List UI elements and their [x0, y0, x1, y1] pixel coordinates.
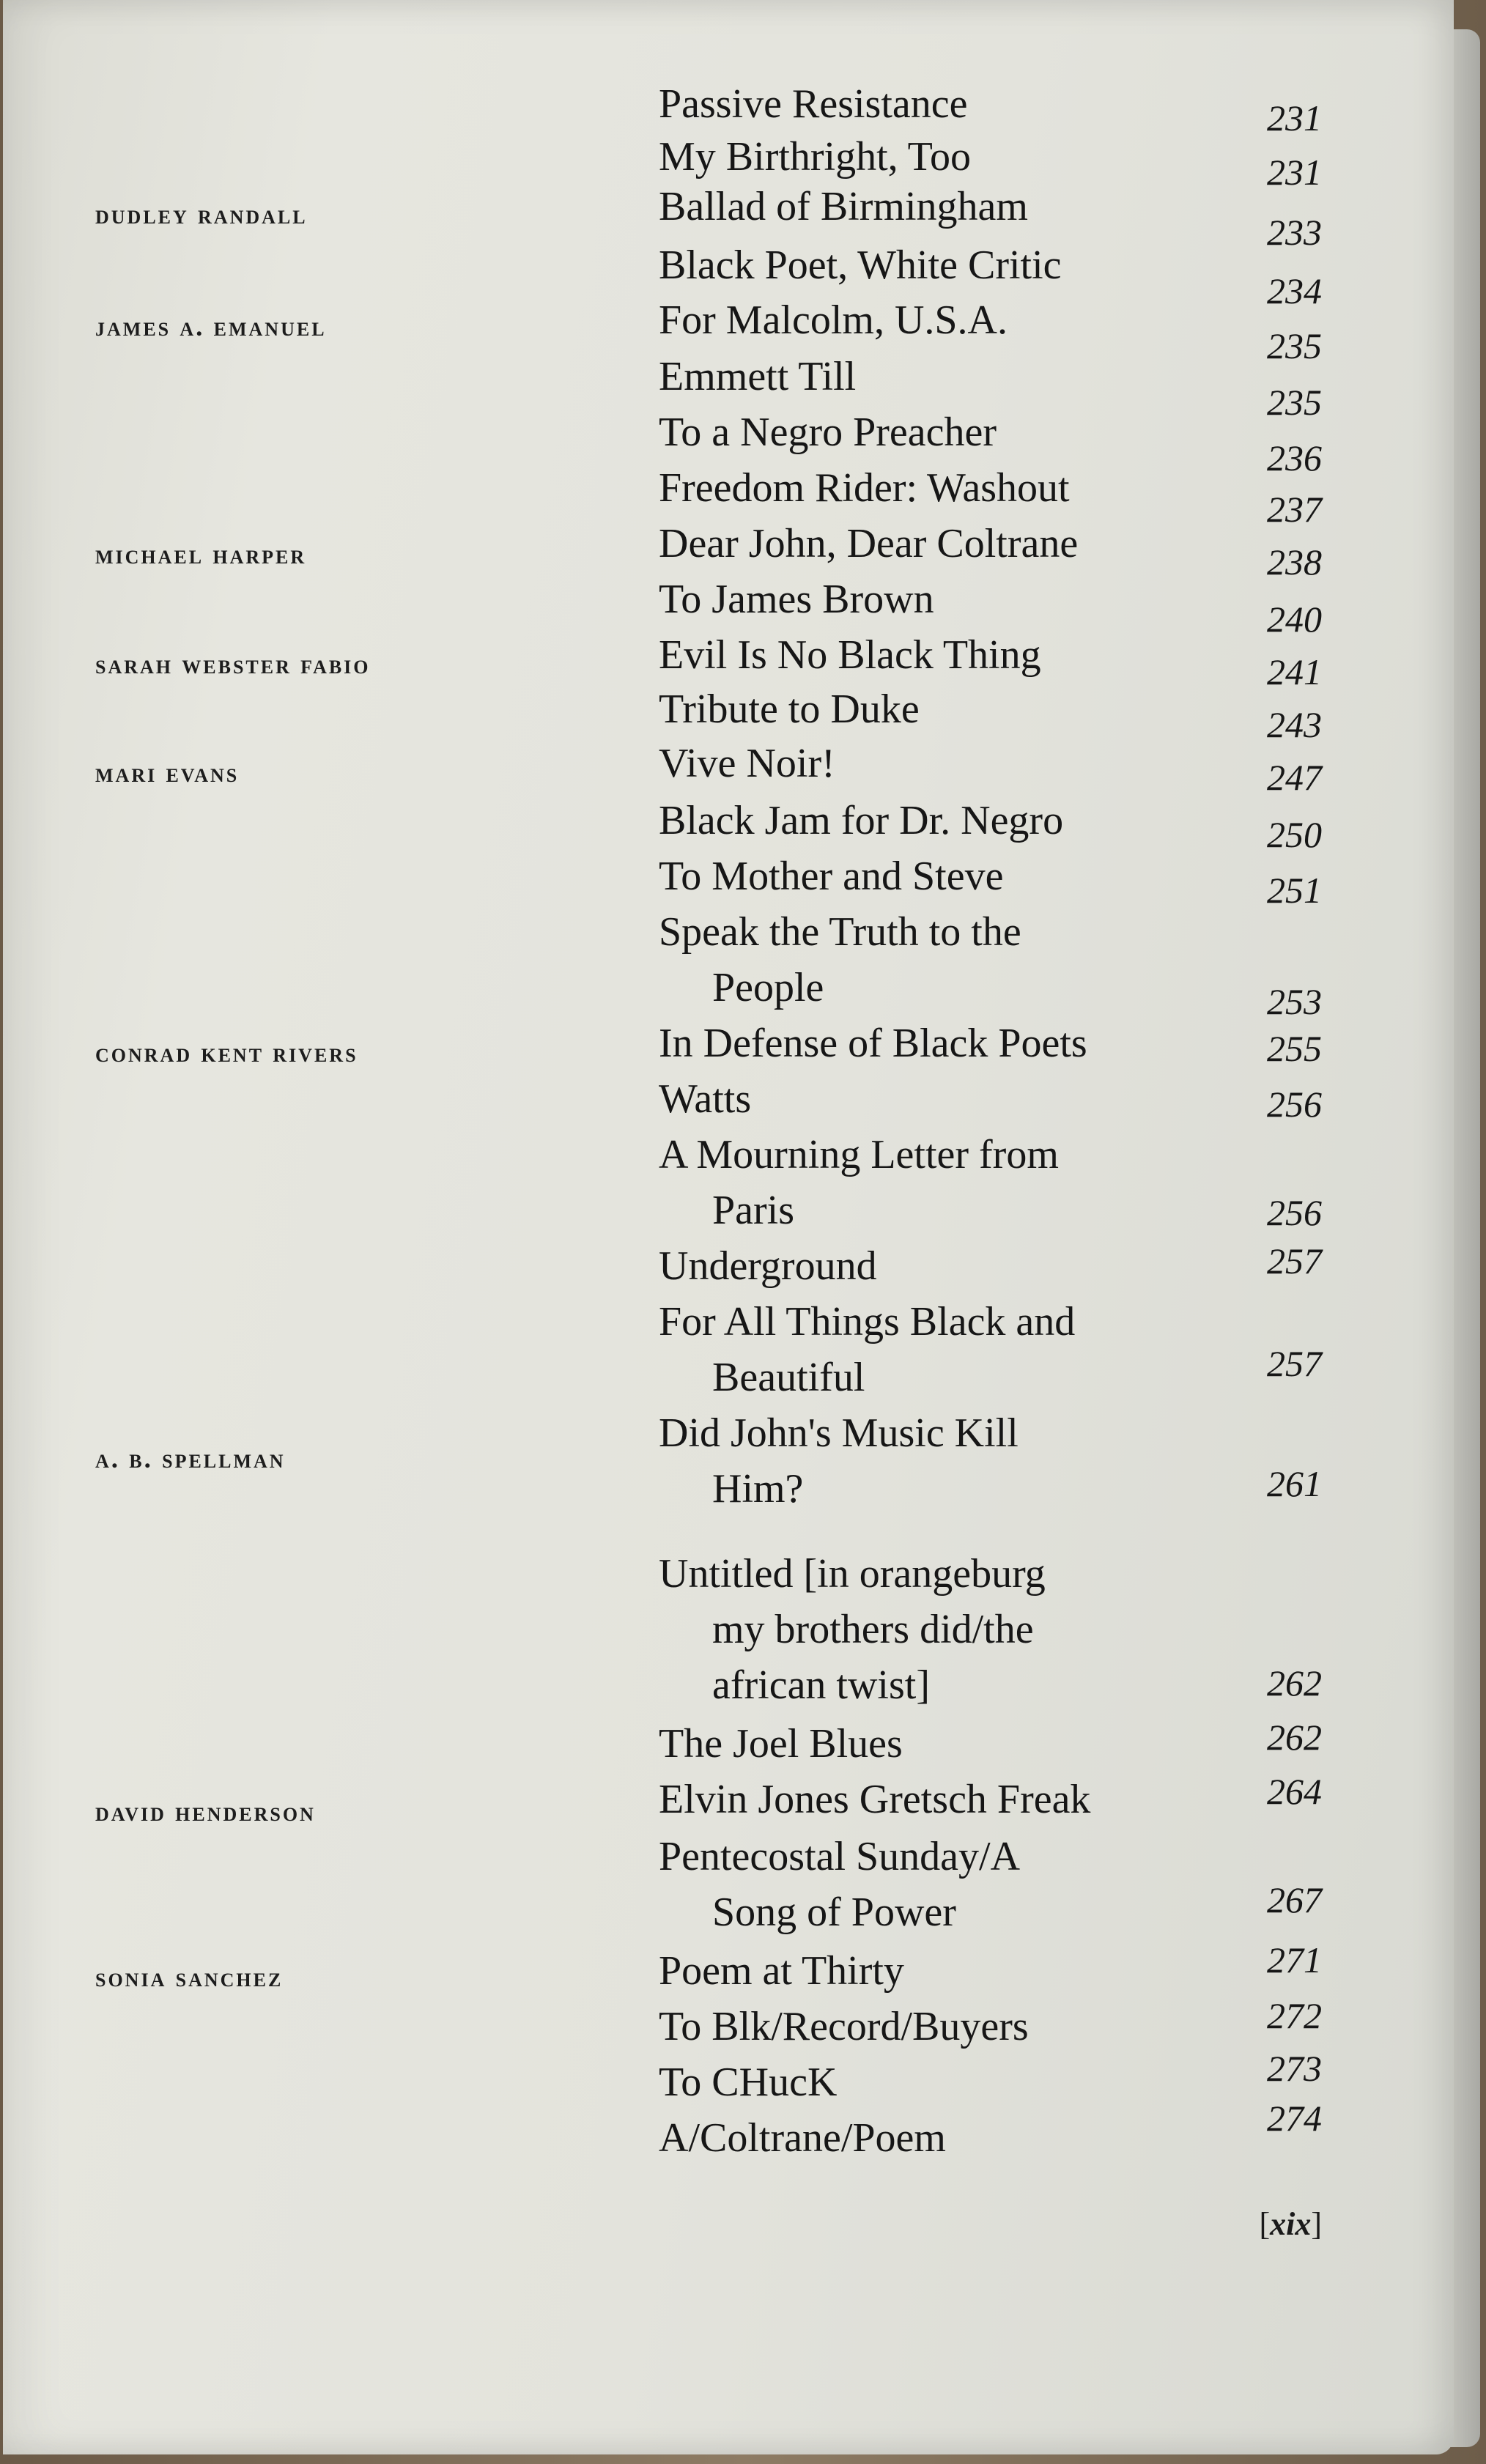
toc-title: The Joel Blues [659, 1721, 903, 1766]
toc-entry [3, 964, 1454, 1023]
toc-entry [3, 1020, 1454, 1079]
toc-page-number: 256 [1267, 1084, 1322, 1125]
toc-title: Pentecostal Sunday/A [659, 1834, 1021, 1879]
toc-title: Poem at Thirty [659, 1948, 904, 1994]
toc-entry [3, 1187, 1454, 1246]
toc-title: For Malcolm, U.S.A. [659, 297, 1008, 343]
toc-page-number: 262 [1267, 1717, 1322, 1758]
toc-author: sarah webster fabio [95, 650, 371, 680]
toc-title: A/Coltrane/Poem [659, 2115, 946, 2161]
toc-author: conrad kent rivers [95, 1038, 358, 1068]
toc-entry [3, 409, 1454, 478]
toc-title: Paris [712, 1188, 794, 1233]
folio-numeral: xix [1270, 2206, 1312, 2242]
toc-page-number: 253 [1267, 981, 1322, 1022]
toc-page-number: 238 [1267, 541, 1322, 582]
toc-entry [3, 1771, 1454, 1835]
toc-entry [3, 2098, 1454, 2173]
toc-page-number: 257 [1267, 1240, 1322, 1281]
toc-title: Vive Noir! [659, 741, 835, 786]
toc-page-number: 231 [1267, 152, 1322, 193]
toc-title: Dear John, Dear Coltrane [659, 521, 1079, 566]
toc-title: To a Negro Preacher [659, 410, 997, 455]
toc-page-number: 257 [1267, 1343, 1322, 1384]
toc-entry [3, 465, 1454, 530]
toc-entry [3, 797, 1454, 856]
toc-page-number: 271 [1267, 1939, 1322, 1980]
toc-title: Underground [659, 1243, 877, 1289]
toc-page-number: 241 [1267, 651, 1322, 692]
toc-title: To Mother and Steve [659, 854, 1004, 899]
toc-entry [3, 1879, 1454, 1947]
folio-close-bracket: ] [1311, 2206, 1322, 2242]
toc-entry [3, 1833, 1454, 1892]
toc-title: Did John's Music Kill [659, 1410, 1019, 1456]
toc-entry [3, 1410, 1454, 1474]
toc-title: Passive Resistance [659, 81, 968, 127]
toc-page-number: 274 [1267, 2098, 1322, 2139]
toc-title: For All Things Black and [659, 1299, 1076, 1344]
toc-title: Him? [712, 1466, 804, 1512]
toc-author: james a. emanuel [95, 312, 327, 342]
toc-title: Tribute to Duke [659, 687, 920, 732]
toc-title: Watts [659, 1076, 752, 1122]
toc-page-number: 234 [1267, 270, 1322, 311]
toc-entry [3, 1550, 1454, 1609]
toc-title: To CHucK [659, 2060, 838, 2105]
toc-title: Emmett Till [659, 354, 857, 399]
toc-entry [3, 1662, 1454, 1720]
toc-page-number: 233 [1267, 212, 1322, 253]
toc-author: michael harper [95, 540, 307, 570]
toc-page-number: 267 [1267, 1879, 1322, 1920]
toc-entry [3, 1995, 1454, 2062]
toc-title: Freedom Rider: Washout [659, 465, 1070, 511]
toc-page-number: 256 [1267, 1192, 1322, 1233]
page-folio [1212, 2205, 1322, 2243]
toc-author: a. b. spellman [95, 1444, 286, 1474]
toc-page-number: 236 [1267, 437, 1322, 478]
toc-title: Elvin Jones Gretsch Freak [659, 1777, 1091, 1822]
toc-title: Ballad of Birmingham [659, 184, 1028, 229]
toc-title: Untitled [in orangeburg [659, 1551, 1046, 1597]
toc-entry [3, 1298, 1454, 1357]
toc-title: My Birthright, Too [659, 134, 971, 180]
toc-entry [3, 632, 1454, 690]
toc-author: david henderson [95, 1797, 316, 1827]
toc-page-number: 250 [1267, 814, 1322, 855]
toc-entry [3, 740, 1454, 799]
toc-entry [3, 1939, 1454, 2006]
toc-entry [3, 576, 1454, 640]
toc-page-number: 273 [1267, 2048, 1322, 2089]
toc-entry [3, 853, 1454, 911]
toc-entry [3, 686, 1454, 744]
toc-entry [3, 1343, 1454, 1413]
toc-title: Black Jam for Dr. Negro [659, 798, 1064, 843]
toc-title: People [712, 965, 824, 1010]
toc-title: Beautiful [712, 1355, 865, 1400]
toc-page-number: 261 [1267, 1463, 1322, 1504]
toc-title: In Defense of Black Poets [659, 1021, 1087, 1066]
toc-author: mari evans [95, 758, 240, 788]
toc-entry [3, 1717, 1454, 1779]
toc-entry [3, 1076, 1454, 1134]
toc-entry [3, 81, 1454, 139]
toc-entry [3, 353, 1454, 423]
book-page [3, 0, 1454, 2454]
toc-entry [3, 1240, 1454, 1301]
toc-entry [3, 183, 1454, 253]
toc-title: Black Poet, White Critic [659, 243, 1062, 288]
toc-entry [3, 909, 1454, 967]
toc-title: To James Brown [659, 577, 934, 622]
toc-page-number: 240 [1267, 599, 1322, 640]
toc-title: african twist] [712, 1662, 930, 1708]
toc-title: my brothers did/the [712, 1607, 1034, 1652]
toc-page-number: 264 [1267, 1771, 1322, 1812]
toc-page-number: 247 [1267, 757, 1322, 798]
toc-entry [3, 2048, 1454, 2117]
toc-author: dudley randall [95, 200, 308, 230]
toc-title: A Mourning Letter from [659, 1132, 1059, 1177]
toc-title: Evil Is No Black Thing [659, 632, 1041, 678]
toc-page-number: 235 [1267, 382, 1322, 423]
toc-page-number: 237 [1267, 489, 1322, 530]
toc-title: To Blk/Record/Buyers [659, 2004, 1029, 2049]
toc-title: Speak the Truth to the [659, 909, 1021, 955]
toc-author: sonia sanchez [95, 1963, 284, 1993]
toc-page-number: 255 [1267, 1028, 1322, 1069]
folio-open-bracket: [ [1259, 2206, 1271, 2242]
toc-entry [3, 1465, 1454, 1524]
toc-entry [3, 1131, 1454, 1190]
toc-page-number: 251 [1267, 870, 1322, 911]
toc-page-number: 272 [1267, 1995, 1322, 2036]
toc-page-number: 243 [1267, 704, 1322, 745]
toc-entry [3, 297, 1454, 366]
toc-page-number: 235 [1267, 325, 1322, 366]
toc-title: Song of Power [712, 1890, 956, 1935]
toc-entry [3, 520, 1454, 582]
toc-entry [3, 242, 1454, 311]
toc-page-number: 231 [1267, 97, 1322, 138]
toc-entry [3, 1606, 1454, 1665]
toc-page-number: 262 [1267, 1662, 1322, 1703]
